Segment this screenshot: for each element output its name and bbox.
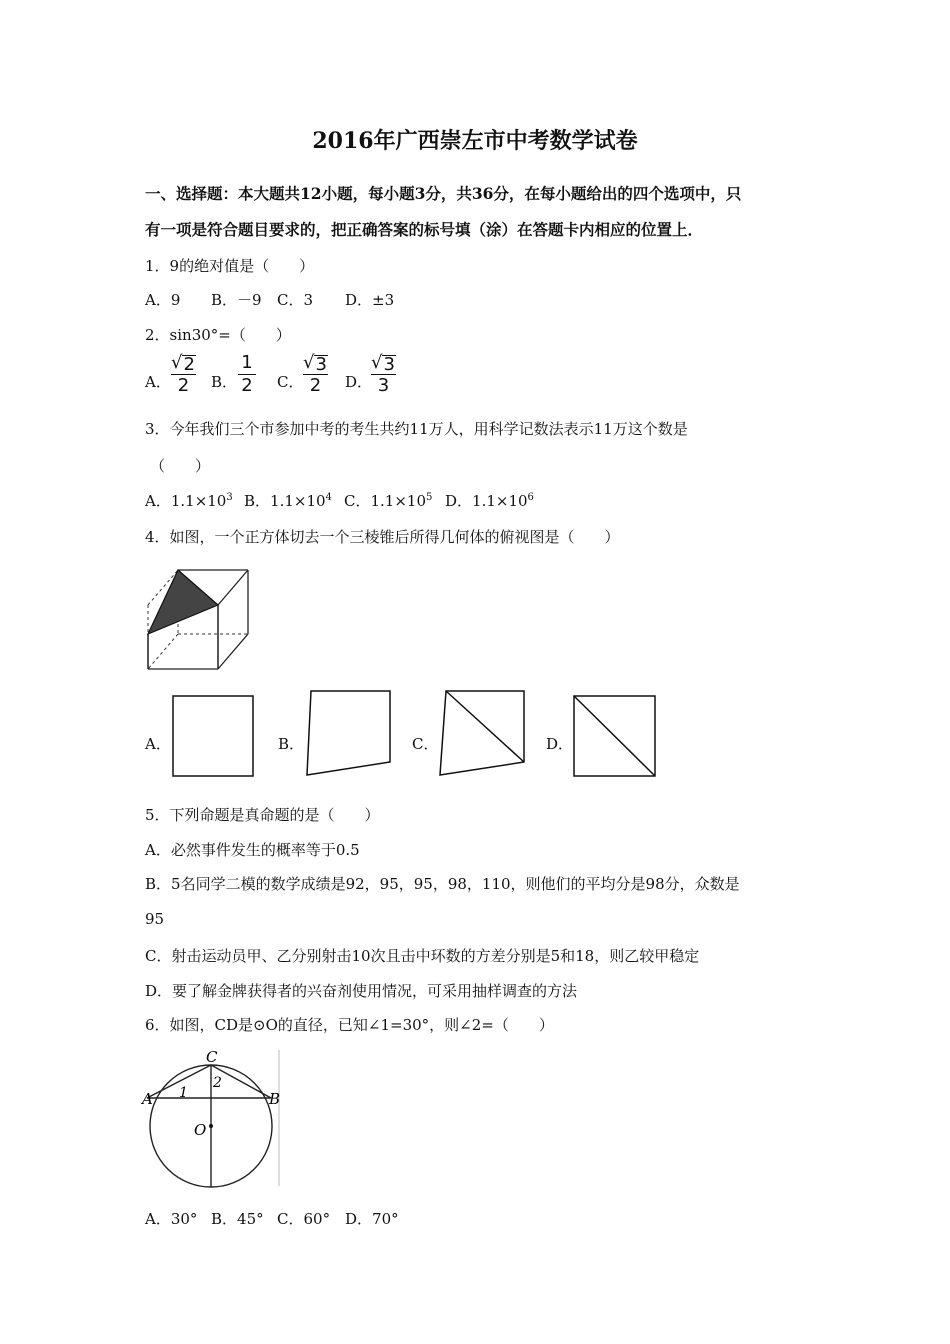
q5-option-b-line1: B．5名同学二模的数学成绩是92，95，95，98，110，则他们的平均分是98分，众数是: [145, 875, 740, 893]
q6-option-d: D．70°: [345, 1210, 399, 1228]
q4-option-b-label: B．: [278, 735, 305, 753]
q1-option-c: C．3: [277, 291, 314, 309]
q4-option-c-label: C．: [412, 735, 439, 753]
q2-a-numerator: 2: [183, 354, 195, 375]
q2-d-denominator: 3: [377, 375, 390, 396]
q3-c-base: C．1.1×10: [344, 492, 426, 510]
q4-cube-figure: [140, 562, 255, 674]
q6-label-b: B: [269, 1090, 281, 1108]
q2-d-numerator: 3: [383, 354, 395, 375]
q2-option-a-label: A．: [145, 373, 171, 391]
q6-label-a: A: [142, 1090, 153, 1108]
q3-answer-paren: （ ）: [150, 457, 211, 475]
q5-stem: 5．下列命题是真命题的是（ ）: [145, 806, 380, 824]
q2-b-denominator: 2: [241, 375, 253, 396]
q2-a-denominator: 2: [177, 375, 190, 396]
q3-b-base: B．1.1×10: [244, 492, 326, 510]
q5-option-d: D．要了解金牌获得者的兴奋剂使用情况，可采用抽样调查的方法: [145, 982, 578, 1000]
q1-stem: 1．9的绝对值是（ ）: [145, 257, 315, 275]
q4-stem: 4．如图，一个正方体切去一个三棱锥后所得几何体的俯视图是（ ）: [145, 528, 620, 546]
q3-d-exponent: 6: [527, 492, 534, 503]
q1-option-d: D．±3: [345, 291, 395, 309]
q3-stem: 3．今年我们三个市参加中考的考生共约11万人，用科学记数法表示11万这个数是: [145, 420, 688, 438]
q6-option-c: C．60°: [277, 1210, 331, 1228]
q3-option-d: [445, 490, 534, 511]
q6-label-angle1: 1: [179, 1085, 188, 1101]
q2-option-d-fraction: √ 3 3: [371, 352, 395, 396]
q6-label-c: C: [206, 1048, 218, 1066]
q2-option-b-fraction: [238, 352, 256, 397]
q2-option-b-label: B．: [211, 373, 238, 391]
q1-option-b: B．－9: [211, 291, 262, 309]
q5-option-b-line2: 95: [145, 910, 165, 928]
q2-option-d-label: D．: [345, 373, 373, 391]
q2-option-c-fraction: √ 3 2: [303, 352, 327, 396]
q3-a-base: A．1.1×10: [145, 492, 227, 510]
q3-a-exponent: 3: [226, 492, 233, 503]
q6-circle-figure: [138, 1046, 286, 1192]
section-instructions-line1: 一、选择题：本大题共12小题，每小题3分，共36分，在每小题给出的四个选项中，只: [145, 184, 742, 203]
section-instructions-line2: 有一项是符合题目要求的，把正确答案的标号填（涂）在答题卡内相应的位置上．: [145, 220, 704, 239]
q6-label-o: O: [194, 1121, 207, 1139]
q2-stem: 2．sin30°=（ ）: [145, 326, 291, 344]
q6-stem: 6．如图，CD是⊙O的直径，已知∠1=30°，则∠2=（ ）: [145, 1016, 554, 1034]
q4-cut-face: [148, 570, 218, 634]
q1-option-a: A．9: [145, 291, 181, 309]
q5-option-a: A．必然事件发生的概率等于0.5: [145, 841, 360, 859]
q4-option-c-figure: [436, 688, 528, 778]
q3-d-base: D．1.1×10: [445, 492, 528, 510]
q4-option-d-label: D．: [546, 735, 574, 753]
q2-option-c-label: C．: [277, 373, 304, 391]
q4-option-d-figure: [572, 694, 658, 778]
q2-option-a-fraction: √ 2 2: [171, 352, 195, 396]
q2-c-numerator: 3: [315, 354, 327, 375]
q3-option-a: [145, 490, 233, 511]
page-title: 2016年广西崇左市中考数学试卷: [312, 128, 638, 154]
q4-option-b-figure: [303, 688, 395, 778]
q3-option-b: [244, 490, 332, 511]
q3-option-c: [344, 490, 432, 511]
q6-center-point: [209, 1124, 213, 1128]
q4-option-a-label: A．: [145, 735, 171, 753]
q3-c-exponent: 5: [426, 492, 433, 503]
q6-option-a: A．30°: [145, 1210, 198, 1228]
q6-label-angle2: 2: [213, 1075, 222, 1091]
q6-option-b: B．45°: [211, 1210, 264, 1228]
q4-option-a-figure: [170, 694, 256, 778]
q2-b-numerator: 1: [241, 352, 253, 373]
q2-c-denominator: 2: [309, 375, 322, 396]
q3-b-exponent: 4: [325, 492, 332, 503]
q5-option-c: C．射击运动员甲、乙分别射击10次且击中环数的方差分别是5和18，则乙较甲稳定: [145, 947, 700, 965]
